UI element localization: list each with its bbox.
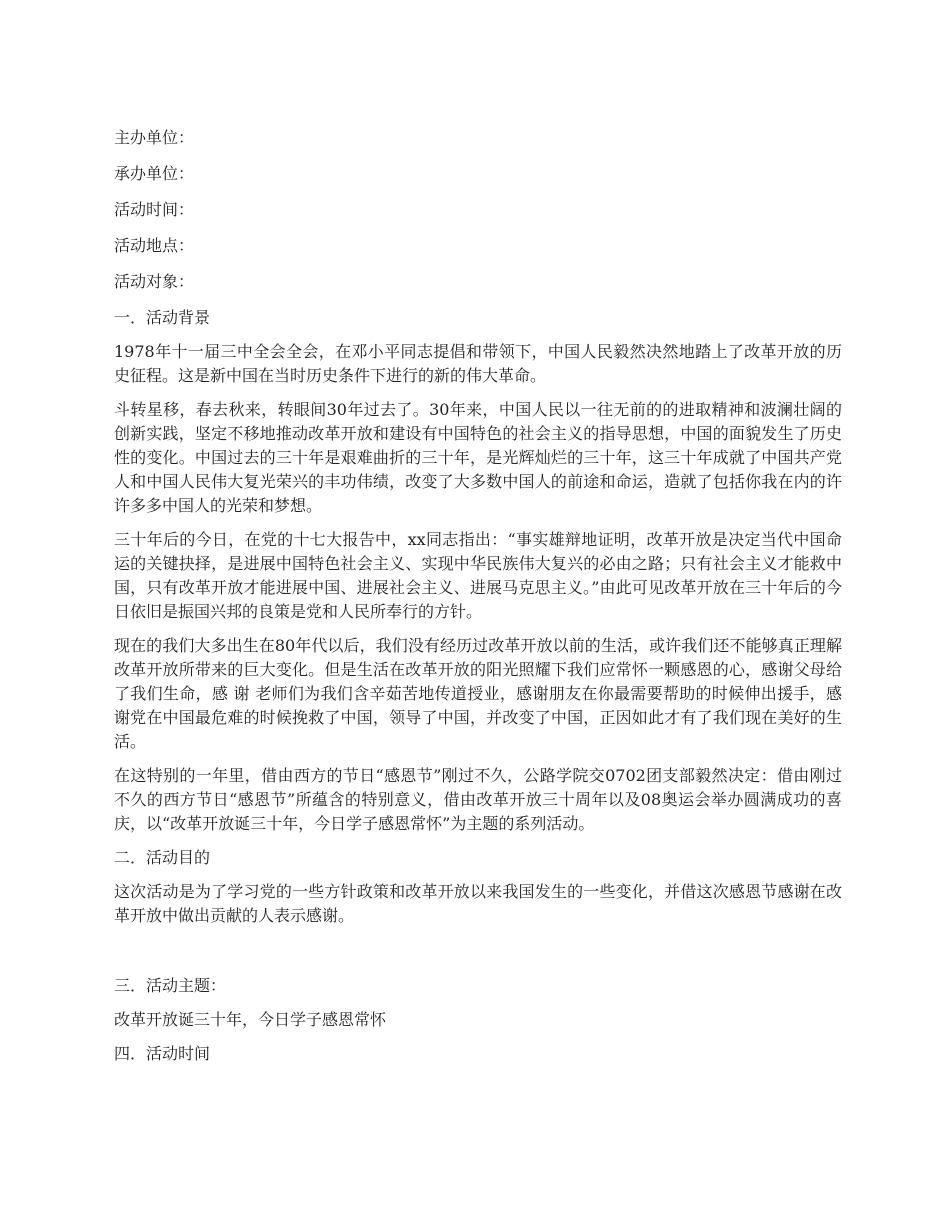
event-time-field: 活动时间： xyxy=(114,200,195,219)
event-location-field: 活动地点： xyxy=(114,236,195,255)
background-paragraph: 1978年十一届三中全会全会，在邓小平同志提倡和带领下，中国人民毅然决然地踏上了改革开放的历史征程。这是新中国在当时历史条件下进行的新的伟大革命。 xyxy=(114,342,842,385)
event-audience-field: 活动对象： xyxy=(114,272,195,291)
background-paragraph: 在这特别的一年里，借由西方的节日“感恩节”刚过不久，公路学院交0702团支部毅然决定：借由刚过不久的西方节日“感恩节”所蕴含的特别意义，借由改革开放三十周年以及08奥运会举办圆满成功的喜庆，以“改革开放诞三十年，今日学子感恩常怀”为主题的系列活动。 xyxy=(114,766,842,833)
background-paragraph: 斗转星移，春去秋来，转眼间30年过去了。30年来，中国人民以一往无前的的进取精神和波澜壮阔的创新实践，坚定不移地推动改革开放和建设有中国特色的社会主义的指导思想，中国的面貌发生了历史性的变化。中国过去的三十年是艰难曲折的三十年，是光辉灿烂的三十年，这三十年成就了中国共产党人和中国人民伟大复光荣兴的丰功伟绩，改变了大多数中国人的前途和命运，造就了包括你我在内的许许多多中国人的光荣和梦想。 xyxy=(114,400,842,515)
blank-line xyxy=(114,938,842,974)
organizer-field: 主办单位： xyxy=(114,128,195,147)
section-heading-background: 一．活动背景 xyxy=(114,308,211,327)
co-organizer-field: 承办单位： xyxy=(114,164,195,183)
section-heading-theme: 三．活动主题： xyxy=(114,976,227,995)
section-heading-purpose: 二．活动目的 xyxy=(114,848,211,867)
background-paragraph: 三十年后的今日，在党的十七大报告中，xx同志指出：“事实雄辩地证明，改革开放是决定当代中国命运的关键抉择，是进展中国特色社会主义、实现中华民族伟大复兴的必由之路；只有社会主义才能救中国，只有改革开放才能进展中国、进展社会主义、进展马克思主义。”由此可见改革开放在三十年后的今日依旧是振国兴邦的良策是党和人民所奉行的方针。 xyxy=(114,530,842,621)
theme-paragraph: 改革开放诞三十年，今日学子感恩常怀 xyxy=(114,1010,387,1029)
purpose-paragraph: 这次活动是为了学习党的一些方针政策和改革开放以来我国发生的一些变化，并借这次感恩节感谢在改革开放中做出贡献的人表示感谢。 xyxy=(114,882,842,925)
document-body xyxy=(114,126,842,1076)
section-heading-time: 四．活动时间 xyxy=(114,1044,211,1063)
background-paragraph: 现在的我们大多出生在80年代以后，我们没有经历过改革开放以前的生活，或许我们还不能够真正理解改革开放所带来的巨大变化。但是生活在改革开放的阳光照耀下我们应常怀一颗感恩的心，感谢父母给了我们生命，感 谢 老师们为我们含辛茹苦地传道授业，感谢朋友在你最需要帮助的时候伸出援手，感谢党在中国最危难的时候挽救了中国，领导了中国，并改变了中国，正因如此才有了我们现在美好的生活。 xyxy=(114,636,842,751)
